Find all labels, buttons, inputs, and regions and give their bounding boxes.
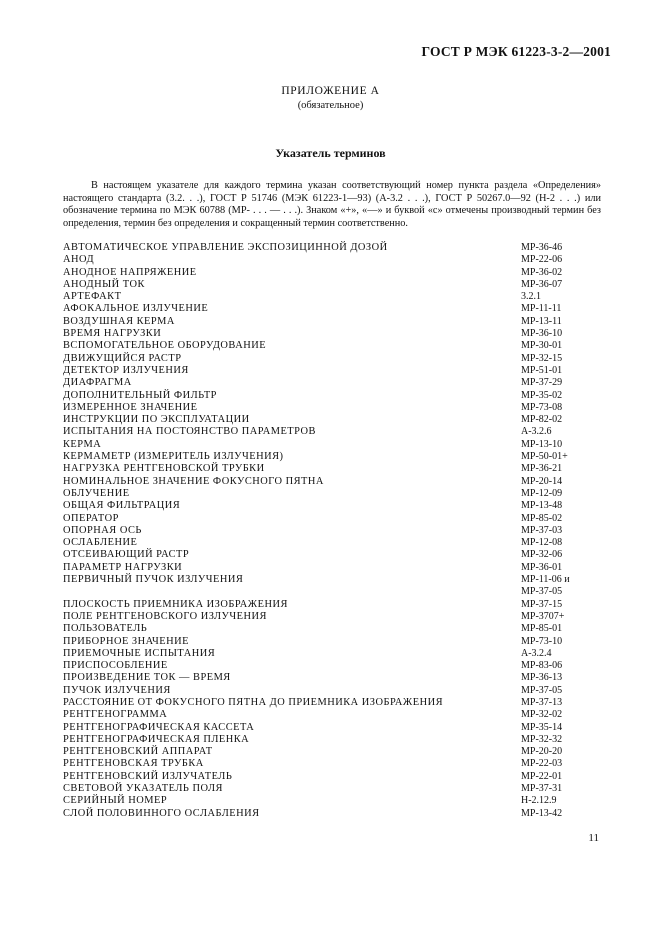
term-reference: МР-11-06 и МР-37-05 — [521, 574, 570, 598]
term-reference: МР-35-02 — [521, 389, 563, 401]
term-name: ПРИЕМОЧНЫЕ ИСПЫТАНИЯ — [63, 647, 216, 659]
term-name: СЕРИЙНЫЙ НОМЕР — [63, 795, 168, 807]
term-reference: МР-51-01 — [521, 364, 563, 376]
term-name: АФОКАЛЬНОЕ ИЗЛУЧЕНИЕ — [63, 303, 209, 315]
term-name: РЕНТГЕНОВСКИЙ АППАРАТ — [63, 746, 213, 758]
term-name: ПУЧОК ИЗЛУЧЕНИЯ — [63, 684, 171, 696]
term-name: РЕНТГЕНОВСКАЯ ТРУБКА — [63, 758, 204, 770]
term-reference: МР-36-01 — [521, 561, 563, 573]
term-row — [63, 316, 603, 328]
term-row — [63, 771, 603, 783]
term-reference: 3.2.1 — [521, 291, 541, 303]
term-name: ВОЗДУШНАЯ КЕРМА — [63, 315, 175, 327]
term-row — [63, 599, 603, 611]
term-row — [63, 537, 603, 549]
term-reference: МР-13-48 — [521, 500, 563, 512]
term-row — [63, 746, 603, 758]
term-name: РЕНТГЕНОГРАФИЧЕСКАЯ КАССЕТА — [63, 721, 255, 733]
term-reference: МР-36-46 — [521, 242, 563, 253]
term-reference: МР-13-42 — [521, 807, 563, 819]
term-reference: МР-82-02 — [521, 414, 563, 426]
appendix-title: ПРИЛОЖЕНИЕ А — [281, 85, 380, 97]
term-row — [63, 722, 603, 734]
term-reference: МР-85-01 — [521, 623, 563, 635]
term-row — [63, 328, 603, 340]
term-reference: МР-36-21 — [521, 463, 563, 475]
term-row — [63, 562, 603, 574]
term-row — [63, 414, 603, 426]
term-reference: МР-37-31 — [521, 783, 563, 795]
term-name: АРТЕФАКТ — [63, 291, 122, 303]
term-name: РАССТОЯНИЕ ОТ ФОКУСНОГО ПЯТНА ДО ПРИЕМНИКА ИЗОБРАЖЕНИЯ — [63, 696, 444, 708]
term-name: ИЗМЕРЕННОЕ ЗНАЧЕНИЕ — [63, 401, 198, 413]
term-name: ПРИБОРНОЕ ЗНАЧЕНИЕ — [63, 635, 190, 647]
term-row — [63, 574, 603, 599]
term-row — [63, 291, 603, 303]
term-reference: МР-3707+ — [521, 610, 565, 622]
term-row — [63, 279, 603, 291]
term-name: РЕНТГЕНОВСКИЙ ИЗЛУЧАТЕЛЬ — [63, 770, 233, 782]
term-reference: А-3.2.6 — [521, 426, 552, 438]
term-name: РЕНТГЕНОГРАФИЧЕСКАЯ ПЛЕНКА — [63, 733, 250, 745]
term-name: КЕРМА — [63, 438, 102, 450]
term-reference: МР-73-08 — [521, 401, 563, 413]
term-reference: МР-36-10 — [521, 328, 563, 340]
term-row — [63, 783, 603, 795]
term-name: ОСЛАБЛЕНИЕ — [63, 537, 138, 549]
term-row — [63, 451, 603, 463]
term-name: ПРИСПОСОБЛЕНИЕ — [63, 660, 168, 672]
term-row — [63, 365, 603, 377]
term-row — [63, 648, 603, 660]
term-row — [63, 390, 603, 402]
term-reference: МР-22-01 — [521, 770, 563, 782]
term-name: ДИАФРАГМА — [63, 377, 132, 389]
term-row — [63, 685, 603, 697]
document-header: ГОСТ Р МЭК 61223-3-2—2001 — [421, 44, 611, 59]
term-reference: МР-85-02 — [521, 512, 563, 524]
term-row — [63, 377, 603, 389]
index-title: Указатель терминов — [275, 146, 386, 160]
term-name: РЕНТГЕНОГРАММА — [63, 709, 168, 721]
term-name: ДЕТЕКТОР ИЗЛУЧЕНИЯ — [63, 364, 189, 376]
term-name: ИНСТРУКЦИИ ПО ЭКСПЛУАТАЦИИ — [63, 414, 250, 426]
term-reference: Н-2.12.9 — [521, 795, 557, 807]
term-row — [63, 808, 603, 820]
term-row — [63, 513, 603, 525]
term-reference: МР-11-11 — [521, 303, 562, 315]
term-name: ОБЛУЧЕНИЕ — [63, 487, 130, 499]
term-reference: МР-20-14 — [521, 475, 563, 487]
term-name: ДВИЖУЩИЙСЯ РАСТР — [63, 352, 182, 364]
term-reference: МР-30-01 — [521, 340, 563, 352]
term-name: ПОЛЕ РЕНТГЕНОВСКОГО ИЗЛУЧЕНИЯ — [63, 610, 267, 622]
term-row — [63, 267, 603, 279]
term-name: ДОПОЛНИТЕЛЬНЫЙ ФИЛЬТР — [63, 389, 217, 401]
term-reference: МР-36-13 — [521, 672, 563, 684]
term-reference: МР-32-15 — [521, 352, 563, 364]
term-reference: МР-50-01+ — [521, 451, 568, 463]
index-intro-paragraph: В настоящем указателе для каждого термина указан соответствующий номер пункта раздела «Определения» настоящего стандарта (3.2. . .), ГОСТ Р 51746 (МЭК 61223-1—93) (А-3.2 . . .), ГОСТ Р 50267.0—92 (Н-2 . . .) или обозначение термина по МЭК 60788 (МР- . . . — . . .). Знаком «+», «—» и буквой «с» отмечены производный термин без определения, термин без определения и сокращенный термин соответственно. — [63, 180, 601, 229]
term-reference: МР-36-07 — [521, 278, 563, 290]
term-reference: МР-35-14 — [521, 721, 563, 733]
term-name: НАГРУЗКА РЕНТГЕНОВСКОЙ ТРУБКИ — [63, 463, 265, 475]
term-reference: МР-73-10 — [521, 635, 563, 647]
term-name: ИСПЫТАНИЯ НА ПОСТОЯНСТВО ПАРАМЕТРОВ — [63, 426, 316, 438]
term-reference: МР-22-06 — [521, 254, 563, 266]
term-row — [63, 500, 603, 512]
term-reference: МР-32-06 — [521, 549, 563, 561]
term-name: КЕРМАМЕТР (ИЗМЕРИТЕЛЬ ИЗЛУЧЕНИЯ) — [63, 451, 284, 463]
term-reference: МР-36-02 — [521, 266, 563, 278]
term-reference: А-3.2.4 — [521, 647, 552, 659]
term-row — [63, 303, 603, 315]
term-reference: МР-37-29 — [521, 377, 563, 389]
term-reference: МР-22-03 — [521, 758, 563, 770]
term-row — [63, 439, 603, 451]
term-name: АВТОМАТИЧЕСКОЕ УПРАВЛЕНИЕ ЭКСПОЗИЦИННОЙ ДОЗОЙ — [63, 242, 388, 253]
term-reference: МР-13-11 — [521, 315, 562, 327]
term-name: АНОД — [63, 254, 95, 266]
term-name: НОМИНАЛЬНОЕ ЗНАЧЕНИЕ ФОКУСНОГО ПЯТНА — [63, 475, 324, 487]
term-row — [63, 463, 603, 475]
term-name: ПОЛЬЗОВАТЕЛЬ — [63, 623, 148, 635]
term-reference: МР-12-09 — [521, 487, 563, 499]
page-number: 11 — [588, 832, 599, 844]
term-row — [63, 623, 603, 635]
term-row — [63, 254, 603, 266]
term-name: СВЕТОВОЙ УКАЗАТЕЛЬ ПОЛЯ — [63, 783, 223, 795]
term-reference: МР-12-08 — [521, 537, 563, 549]
term-row — [63, 525, 603, 537]
term-row — [63, 611, 603, 623]
term-row — [63, 758, 603, 770]
term-reference: МР-32-32 — [521, 733, 563, 745]
term-name: ВСПОМОГАТЕЛЬНОЕ ОБОРУДОВАНИЕ — [63, 340, 267, 352]
term-name: ОПЕРАТОР — [63, 512, 119, 524]
term-reference: МР-32-02 — [521, 709, 563, 721]
term-name: ПРОИЗВЕДЕНИЕ ТОК — ВРЕМЯ — [63, 672, 231, 684]
term-reference: МР-37-03 — [521, 524, 563, 536]
term-row — [63, 709, 603, 721]
term-name: ОТСЕИВАЮЩИЙ РАСТР — [63, 549, 190, 561]
term-row — [63, 549, 603, 561]
term-name: ОПОРНАЯ ОСЬ — [63, 524, 142, 536]
term-name: ПЛОСКОСТЬ ПРИЕМНИКА ИЗОБРАЖЕНИЯ — [63, 598, 288, 610]
appendix-subtitle: (обязательное) — [297, 100, 364, 111]
term-reference: МР-13-10 — [521, 438, 563, 450]
terms-list — [63, 242, 603, 820]
term-row — [63, 353, 603, 365]
term-row — [63, 242, 603, 254]
term-reference: МР-37-05 — [521, 684, 563, 696]
term-name: ВРЕМЯ НАГРУЗКИ — [63, 328, 162, 340]
term-row — [63, 660, 603, 672]
term-row — [63, 672, 603, 684]
term-name: ОБЩАЯ ФИЛЬТРАЦИЯ — [63, 500, 181, 512]
term-row — [63, 697, 603, 709]
term-name: ПАРАМЕТР НАГРУЗКИ — [63, 561, 183, 573]
term-name: СЛОЙ ПОЛОВИННОГО ОСЛАБЛЕНИЯ — [63, 807, 260, 819]
term-row — [63, 636, 603, 648]
term-row — [63, 734, 603, 746]
term-row — [63, 476, 603, 488]
term-row — [63, 402, 603, 414]
term-reference: МР-37-13 — [521, 696, 563, 708]
term-name: АНОДНОЕ НАПРЯЖЕНИЕ — [63, 266, 197, 278]
term-reference: МР-20-20 — [521, 746, 563, 758]
term-reference: МР-37-15 — [521, 598, 563, 610]
term-row — [63, 488, 603, 500]
term-row — [63, 795, 603, 807]
term-row — [63, 426, 603, 438]
term-reference: МР-83-06 — [521, 660, 563, 672]
term-name: АНОДНЫЙ ТОК — [63, 278, 145, 290]
term-name: ПЕРВИЧНЫЙ ПУЧОК ИЗЛУЧЕНИЯ — [63, 574, 244, 586]
term-row — [63, 340, 603, 352]
